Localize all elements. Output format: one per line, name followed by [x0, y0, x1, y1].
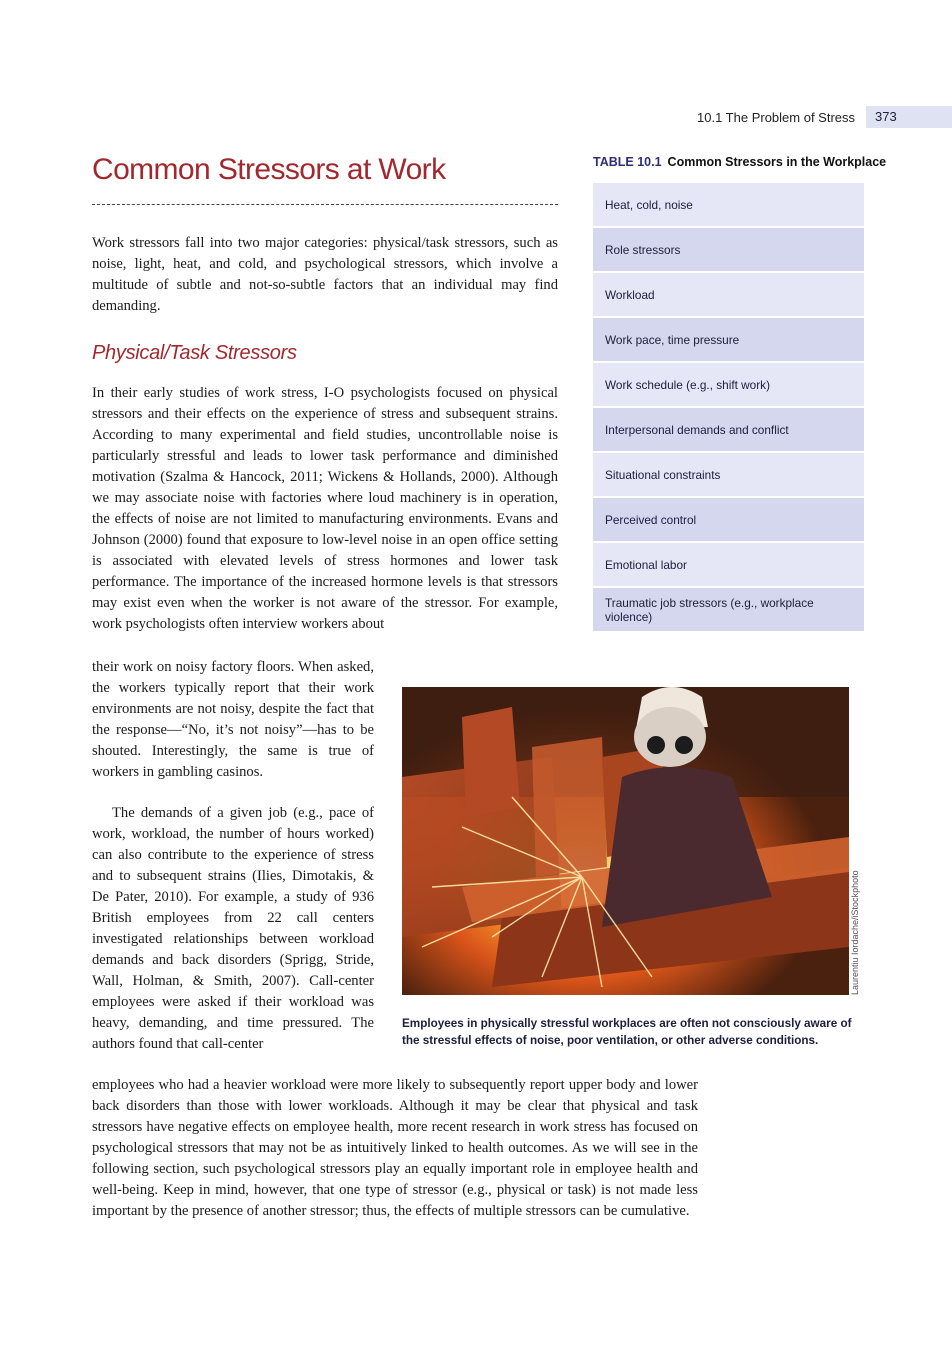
body-paragraph-physical: In their early studies of work stress, I-O psychologists focused on physical stressors and their effects on the experience of stress and subsequent strains. According to many experimental and field studies, uncontrollable noise is particularly stressful and leads to lower task performance and diminished motivation (Szalma & Hancock, 2011; Wickens & Hollands, 2000). Although we may associate noise with factories where loud machinery is in operation, the effects of noise are not limited to manufacturing environments. Evans and Johnson (2000) found that exposure to low-level noise in an open office setting is associated with elevated levels of stress hormones and lower task performance. The importance of the increased hormone levels is that stressors may exist even when the worker is not aware of the stressor. For example, work psychologists often interview workers about: [92, 385, 558, 632]
stressor-table: [593, 183, 864, 633]
table-row: Work pace, time pressure: [593, 318, 864, 361]
intro-paragraph: Work stressors fall into two major categories: physical/task stressors, such as noise, light, heat, and cold, and psychological stressors, which involve a multitude of subtle and not-so-subtle factors that an individual may find demanding.: [92, 235, 558, 314]
table-row: Work schedule (e.g., shift work): [593, 363, 864, 406]
table-caption: Common Stressors in the Workplace: [667, 155, 887, 169]
subsection-title: Physical/Task Stressors: [92, 342, 297, 364]
table-row: Traumatic job stressors (e.g., workplace violence): [593, 588, 864, 631]
body-paragraph-demands: The demands of a given job (e.g., pace of work, workload, the number of hours worked) can also contribute to the experience of stress and to subsequent strains (Ilies, Dimotakis, & De Pater, 2010). For example, a study of 936 British employees from 22 call centers investigated relationships between workload demands and back disorders (Sprigg, Stride, Wall, Holman, & Smith, 2007). Call-center employees were asked if their workload was heavy, demanding, and time pressured. The authors found that call-center: [92, 805, 374, 1052]
table-title: [593, 155, 886, 169]
figure-caption: Employees in physically stressful workplaces are often not consciously aware of the stressful effects of noise, poor ventilation, or other adverse conditions.: [402, 1017, 852, 1047]
table-row: Emotional labor: [593, 543, 864, 586]
section-title: Common Stressors at Work: [92, 153, 446, 186]
table-row: Interpersonal demands and conflict: [593, 408, 864, 451]
table-label: TABLE 10.1: [593, 155, 662, 169]
running-head: 10.1 The Problem of Stress: [697, 110, 856, 125]
table-row: Situational constraints: [593, 453, 864, 496]
body-paragraph-bottom: employees who had a heavier workload were more likely to subsequently report upper body and lower back disorders than those with lower workloads. Although it may be clear that physical and task stressors have negative effects on employee health, more recent research in work stress has focused on psychological stressors that may not be as intuitively linked to health outcomes. As we will see in the following section, such psychological stressors play an equally important role in employee health and well-being. Keep in mind, however, that one type of stressor (e.g., physical or task) is not made less important by the presence of another stressor; thus, the effects of multiple stressors can be cumulative.: [92, 1077, 698, 1219]
table-row: Workload: [593, 273, 864, 316]
table-row: Heat, cold, noise: [593, 183, 864, 226]
page-number: 373: [866, 106, 952, 128]
table-row: Perceived control: [593, 498, 864, 541]
body-paragraph-physical-continued: their work on noisy factory floors. When asked, the workers typically report that their work environments are not noisy, despite the fact that the response—“No, it’s not noisy”—has to be shouted. Interestingly, the same is true of workers in gambling casinos.: [92, 659, 374, 780]
welder-photo: [402, 687, 849, 995]
welder-photo-illustration: [402, 687, 849, 995]
table-row: Role stressors: [593, 228, 864, 271]
section-divider: [92, 204, 558, 205]
photo-credit: Laurentiu Iordache/iStockphoto: [850, 870, 860, 995]
